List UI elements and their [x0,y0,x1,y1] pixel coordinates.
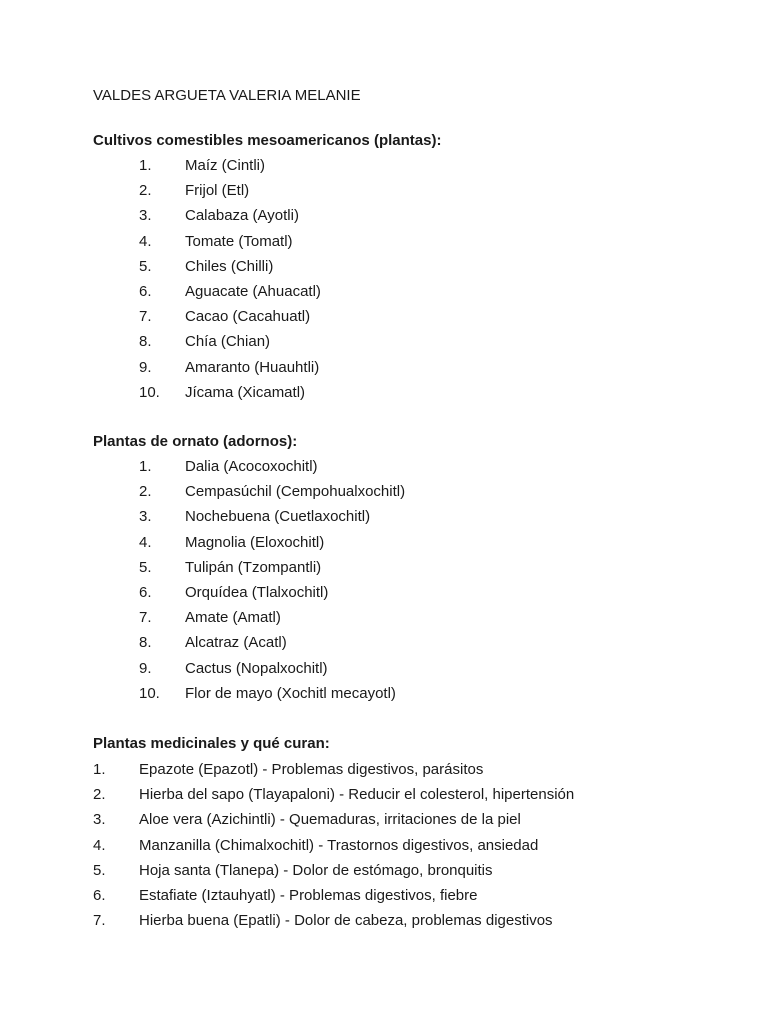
list-text: Hierba del sapo (Tlayapaloni) - Reducir el colesterol, hipertensión [139,786,575,804]
list-item [139,157,699,182]
list-number: 6. [139,282,152,300]
list-number: 4. [139,533,152,551]
list-text: Flor de mayo (Xochitl mecayotl) [185,684,396,702]
list-text: Aguacate (Ahuacatl) [185,282,321,300]
list-text: Maíz (Cintli) [185,157,266,174]
list-item [139,458,699,483]
list-item [139,258,699,283]
list-text: Nochebuena (Cuetlaxochitl) [185,508,371,526]
list-text: Dalia (Acocoxochitl) [185,458,318,475]
list-text: Alcatraz (Acatl) [185,634,287,652]
list-number: 7. [93,912,106,930]
list-text: Chía (Chian) [185,333,271,351]
list-number: 2. [139,182,152,200]
ornamental-plants-list [139,458,699,710]
list-text: Hoja santa (Tlanepa) - Dolor de estómago, bronquitis [139,861,493,879]
list-number: 1. [93,761,106,778]
list-number: 4. [93,836,106,854]
list-number: 5. [139,558,152,576]
list-item [93,837,713,862]
section-heading-edible-crops: Cultivos comestibles mesoamericanos (plantas): [93,132,442,149]
edible-crops-list [139,157,699,409]
list-number: 3. [139,207,152,225]
list-item [139,359,699,384]
list-number: 3. [93,811,106,829]
list-number: 8. [139,634,152,652]
list-item [93,912,713,937]
list-text: Cactus (Nopalxochitl) [185,659,328,677]
list-item [139,508,699,533]
list-item [139,634,699,659]
list-number: 10. [139,684,160,702]
list-item [139,384,699,409]
list-item [93,786,713,811]
list-text: Amate (Amatl) [185,609,281,627]
list-number: 9. [139,659,152,677]
list-number: 1. [139,157,152,174]
list-item [139,609,699,634]
list-number: 5. [139,257,152,275]
list-number: 6. [93,886,106,904]
list-text: Chiles (Chilli) [185,257,274,275]
list-number: 4. [139,232,152,250]
list-item [139,182,699,207]
list-number: 7. [139,609,152,627]
list-number: 10. [139,383,160,401]
list-text: Amaranto (Huauhtli) [185,358,320,376]
list-item [139,333,699,358]
list-number: 3. [139,508,152,526]
list-number: 7. [139,308,152,326]
list-text: Manzanilla (Chimalxochitl) - Trastornos digestivos, ansiedad [139,836,539,854]
list-item [139,660,699,685]
section-heading-medicinal-plants: Plantas medicinales y qué curan: [93,735,330,752]
list-item [139,207,699,232]
list-item [93,811,713,836]
list-number: 2. [93,786,106,804]
list-number: 8. [139,333,152,351]
list-item [93,862,713,887]
list-number: 6. [139,583,152,601]
list-text: Jícama (Xicamatl) [185,383,306,401]
list-text: Aloe vera (Azichintli) - Quemaduras, irritaciones de la piel [139,811,521,829]
list-number: 2. [139,483,152,501]
list-text: Tomate (Tomatl) [185,232,293,250]
list-item [93,761,713,786]
list-text: Frijol (Etl) [185,182,250,200]
list-item [139,559,699,584]
list-text: Orquídea (Tlalxochitl) [185,583,329,601]
list-item [93,887,713,912]
list-item [139,233,699,258]
list-text: Hierba buena (Epatli) - Dolor de cabeza, problemas digestivos [139,912,553,930]
list-number: 1. [139,458,152,475]
list-item [139,308,699,333]
list-item [139,534,699,559]
list-text: Cacao (Cacahuatl) [185,308,311,326]
list-text: Cempasúchil (Cempohualxochitl) [185,483,406,501]
list-item [139,283,699,308]
list-text: Estafiate (Iztauhyatl) - Problemas digestivos, fiebre [139,886,478,904]
medicinal-plants-list [93,761,713,937]
list-item [139,584,699,609]
list-text: Magnolia (Eloxochitl) [185,533,325,551]
list-number: 9. [139,358,152,376]
list-number: 5. [93,861,106,879]
section-heading-ornamental-plants: Plantas de ornato (adornos): [93,433,298,450]
list-text: Epazote (Epazotl) - Problemas digestivos, parásitos [139,761,484,778]
list-text: Calabaza (Ayotli) [185,207,299,225]
list-text: Tulipán (Tzompantli) [185,558,322,576]
list-item [139,483,699,508]
author-name: VALDES ARGUETA VALERIA MELANIE [93,87,361,104]
list-item [139,685,699,710]
